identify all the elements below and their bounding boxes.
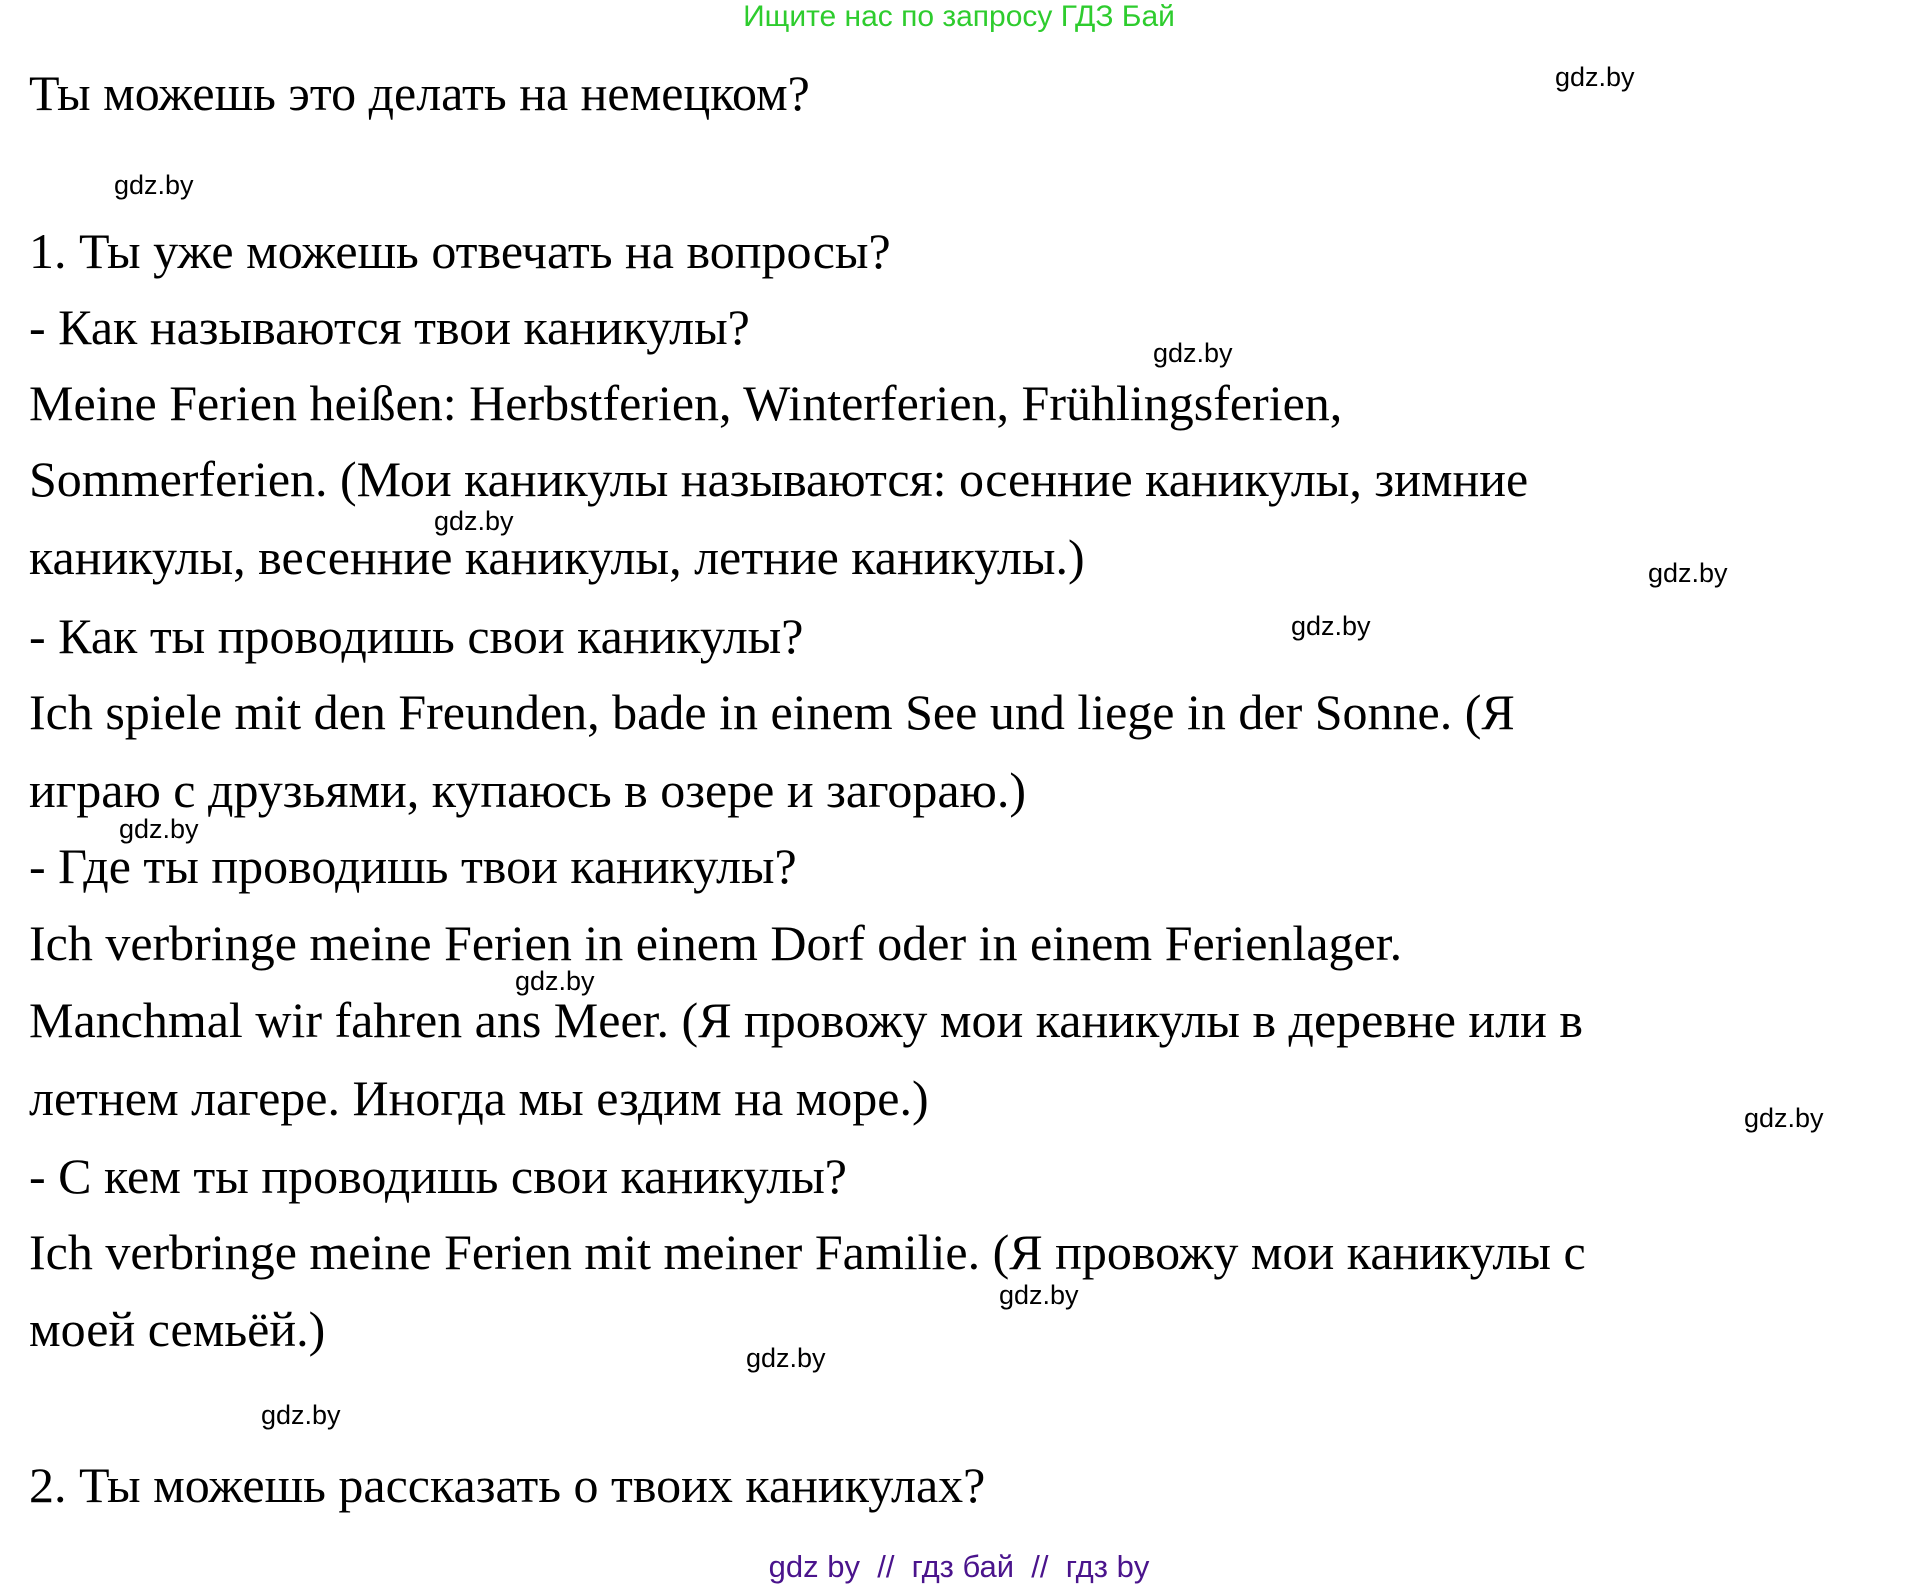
question: - Как называются твои каникулы? <box>29 299 750 355</box>
answer-line: Ich verbringe meine Ferien mit meiner Familie. (Я провожу мои каникулы с <box>29 1224 1586 1280</box>
answer-line: Ich verbringe meine Ferien in einem Dorf oder in einem Ferienlager. <box>29 915 1403 971</box>
watermark: gdz.by <box>1555 62 1635 92</box>
watermark: gdz.by <box>999 1280 1079 1310</box>
promo-banner: Ищите нас по запросу ГДЗ Бай <box>743 0 1175 33</box>
question-heading: 2. Ты можешь рассказать о твоих каникулах? <box>29 1457 986 1513</box>
question: - Где ты проводишь твои каникулы? <box>29 838 797 894</box>
watermark: gdz.by <box>434 506 514 536</box>
answer-line: Meine Ferien heißen: Herbstferien, Winterferien, Frühlingsferien, <box>29 375 1343 431</box>
watermark: gdz.by <box>515 966 595 996</box>
question: - С кем ты проводишь свои каникулы? <box>29 1148 847 1204</box>
answer-line: Manchmal wir fahren ans Meer. (Я провожу мои каникулы в деревне или в <box>29 992 1584 1048</box>
watermark: gdz.by <box>1744 1103 1824 1133</box>
watermark: gdz.by <box>1648 558 1728 588</box>
answer-line: каникулы, весенние каникулы, летние каникулы.) <box>29 529 1085 585</box>
question: - Как ты проводишь свои каникулы? <box>29 608 804 664</box>
question-heading: 1. Ты уже можешь отвечать на вопросы? <box>29 223 891 279</box>
answer-line: Ich spiele mit den Freunden, bade in einem See und liege in der Sonne. (Я <box>29 684 1515 740</box>
watermark: gdz.by <box>746 1343 826 1373</box>
watermark: gdz.by <box>261 1400 341 1430</box>
watermark: gdz.by <box>1153 338 1233 368</box>
page-title: Ты можешь это делать на немецком? <box>29 65 810 121</box>
footer-links: gdz by // гдз бай // гдз by <box>768 1549 1150 1584</box>
answer-line: Sommerferien. (Мои каникулы называются: осенние каникулы, зимние <box>29 451 1529 507</box>
answer-line: играю с друзьями, купаюсь в озере и загораю.) <box>29 762 1027 818</box>
answer-line: моей семьёй.) <box>29 1301 326 1357</box>
answer-line: летнем лагере. Иногда мы ездим на море.) <box>29 1070 929 1126</box>
watermark: gdz.by <box>1291 611 1371 641</box>
watermark: gdz.by <box>119 814 199 844</box>
watermark: gdz.by <box>114 170 194 200</box>
